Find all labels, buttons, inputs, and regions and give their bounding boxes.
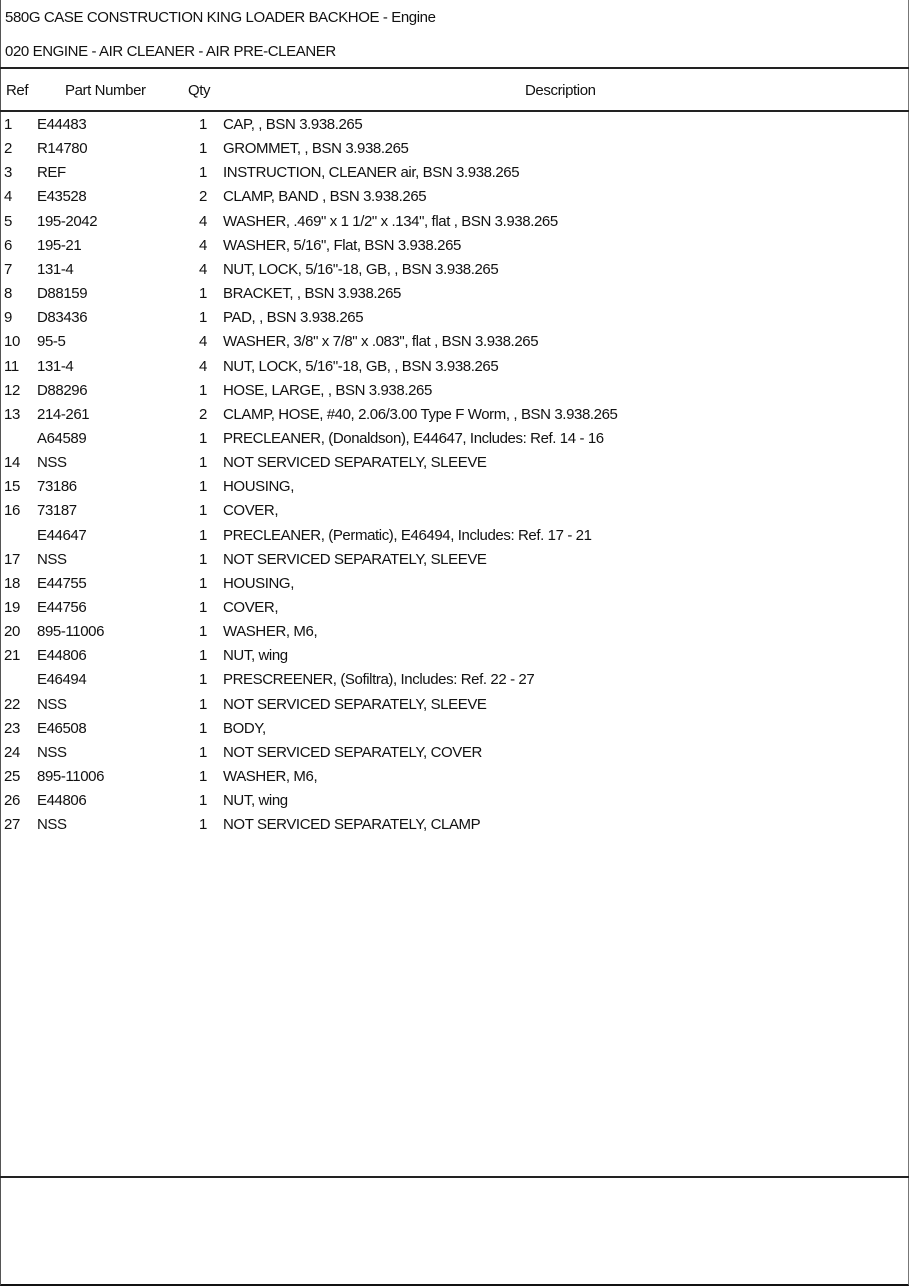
part-number-cell: 895-11006 (37, 623, 105, 641)
part-number-cell: 95-5 (37, 333, 66, 351)
table-row (0, 671, 909, 695)
qty-cell: 1 (199, 309, 207, 327)
table-row (0, 382, 909, 406)
table-row (0, 768, 909, 792)
qty-cell: 1 (199, 695, 207, 713)
description-cell: COVER, (223, 599, 279, 616)
part-number-cell: E46508 (37, 719, 87, 737)
table-row (0, 406, 909, 430)
description-cell: NOT SERVICED SEPARATELY, SLEEVE (223, 695, 487, 713)
qty-cell: 1 (199, 454, 207, 472)
qty-cell: 1 (199, 502, 207, 520)
description-cell: CAP, , BSN 3.938.265 (223, 116, 363, 133)
description-cell: WASHER, .469" x 1 1/2" x .134", flat , BSN 3.938.265 (223, 212, 558, 230)
ref-cell: 23 (4, 719, 20, 737)
ref-cell: 8 (4, 285, 12, 303)
qty-cell: 2 (199, 188, 207, 206)
ref-cell: 10 (4, 333, 20, 351)
table-row (0, 744, 909, 768)
qty-cell: 1 (199, 743, 207, 761)
part-number-cell: E43528 (37, 188, 87, 206)
table-row (0, 478, 909, 502)
ref-cell: 11 (4, 357, 19, 375)
qty-cell: 1 (199, 164, 207, 182)
part-number-cell: D83436 (37, 309, 88, 327)
ref-cell: 1 (4, 116, 12, 133)
qty-cell: 1 (199, 550, 207, 568)
ref-cell: 9 (4, 309, 12, 327)
qty-cell: 4 (199, 212, 207, 230)
table-row (0, 213, 909, 237)
part-number-cell: R14780 (37, 140, 88, 158)
description-cell: NOT SERVICED SEPARATELY, SLEEVE (223, 454, 487, 472)
table-row (0, 309, 909, 333)
ref-cell: 7 (4, 260, 12, 278)
qty-cell: 1 (199, 719, 207, 737)
table-row (0, 333, 909, 357)
ref-cell: 17 (4, 550, 20, 568)
table-row (0, 237, 909, 261)
column-header-description: Description (525, 82, 596, 99)
qty-cell: 1 (199, 140, 207, 158)
table-row (0, 502, 909, 526)
part-number-cell: D88296 (37, 381, 88, 399)
divider-header (0, 110, 909, 112)
description-cell: WASHER, M6, (223, 768, 318, 786)
qty-cell: 1 (199, 647, 207, 665)
table-row (0, 358, 909, 382)
ref-cell: 19 (4, 599, 20, 616)
column-header-ref: Ref (6, 82, 29, 99)
part-number-cell: 195-21 (37, 236, 82, 254)
description-cell: NOT SERVICED SEPARATELY, CLAMP (223, 816, 481, 834)
part-number-cell: NSS (37, 695, 67, 713)
description-cell: CLAMP, HOSE, #40, 2.06/3.00 Type F Worm, , BSN 3.938.265 (223, 405, 618, 423)
table-row (0, 720, 909, 744)
description-cell: NUT, wing (223, 647, 288, 665)
description-cell: NUT, LOCK, 5/16"-18, GB, , BSN 3.938.265 (223, 357, 499, 375)
qty-cell: 4 (199, 357, 207, 375)
ref-cell: 4 (4, 188, 12, 206)
ref-cell: 3 (4, 164, 12, 182)
table-row (0, 454, 909, 478)
table-row (0, 647, 909, 671)
part-number-cell: NSS (37, 454, 67, 472)
qty-cell: 1 (199, 768, 207, 786)
part-number-cell: E44647 (37, 526, 87, 544)
table-row (0, 164, 909, 188)
table-row (0, 140, 909, 164)
ref-cell: 24 (4, 743, 20, 761)
description-cell: INSTRUCTION, CLEANER air, BSN 3.938.265 (223, 164, 520, 182)
description-cell: NOT SERVICED SEPARATELY, SLEEVE (223, 550, 487, 568)
description-cell: BODY, (223, 719, 266, 737)
table-row (0, 285, 909, 309)
description-cell: HOSE, LARGE, , BSN 3.938.265 (223, 381, 432, 399)
part-number-cell: E44483 (37, 116, 87, 133)
part-number-cell: 73187 (37, 502, 77, 520)
description-cell: WASHER, 3/8" x 7/8" x .083", flat , BSN 3.938.265 (223, 333, 539, 351)
table-row (0, 696, 909, 720)
part-number-cell: 73186 (37, 478, 77, 496)
ref-cell: 22 (4, 695, 20, 713)
ref-cell: 12 (4, 381, 20, 399)
qty-cell: 1 (199, 116, 207, 133)
qty-cell: 2 (199, 405, 207, 423)
part-number-cell: NSS (37, 743, 67, 761)
table-row (0, 623, 909, 647)
ref-cell: 25 (4, 768, 20, 786)
divider-top (0, 67, 909, 69)
ref-cell: 27 (4, 816, 20, 834)
description-cell: WASHER, 5/16", Flat, BSN 3.938.265 (223, 236, 461, 254)
table-row (0, 599, 909, 623)
description-cell: PRECLEANER, (Donaldson), E44647, Includes: Ref. 14 - 16 (223, 429, 604, 447)
part-number-cell: 131-4 (37, 260, 74, 278)
qty-cell: 1 (199, 623, 207, 641)
description-cell: HOUSING, (223, 574, 294, 592)
qty-cell: 1 (199, 816, 207, 834)
part-number-cell: REF (37, 164, 66, 182)
qty-cell: 4 (199, 236, 207, 254)
description-cell: BRACKET, , BSN 3.938.265 (223, 285, 401, 303)
qty-cell: 1 (199, 574, 207, 592)
column-header-part-number: Part Number (65, 82, 146, 99)
document-title: 580G CASE CONSTRUCTION KING LOADER BACKHOE - Engine (5, 9, 436, 26)
description-cell: HOUSING, (223, 478, 294, 496)
table-row (0, 816, 909, 840)
part-number-cell: D88159 (37, 285, 88, 303)
ref-cell: 14 (4, 454, 20, 472)
table-row (0, 430, 909, 454)
description-cell: NUT, wing (223, 792, 288, 810)
ref-cell: 26 (4, 792, 20, 810)
description-cell: NOT SERVICED SEPARATELY, COVER (223, 743, 482, 761)
qty-cell: 1 (199, 599, 207, 616)
part-number-cell: E44806 (37, 647, 87, 665)
footer-area (0, 1178, 909, 1284)
ref-cell: 2 (4, 140, 12, 158)
description-cell: WASHER, M6, (223, 623, 318, 641)
description-cell: NUT, LOCK, 5/16"-18, GB, , BSN 3.938.265 (223, 260, 499, 278)
ref-cell: 21 (4, 647, 20, 665)
ref-cell: 6 (4, 236, 12, 254)
table-row (0, 188, 909, 212)
qty-cell: 4 (199, 260, 207, 278)
part-number-cell: 131-4 (37, 357, 74, 375)
ref-cell: 13 (4, 405, 20, 423)
part-number-cell: E44806 (37, 792, 87, 810)
qty-cell: 1 (199, 429, 207, 447)
description-cell: COVER, (223, 502, 279, 520)
part-number-cell: E46494 (37, 671, 87, 689)
description-cell: PRESCREENER, (Sofiltra), Includes: Ref. 22 - 27 (223, 671, 535, 689)
description-cell: PAD, , BSN 3.938.265 (223, 309, 364, 327)
part-number-cell: E44755 (37, 574, 87, 592)
ref-cell: 20 (4, 623, 20, 641)
table-row (0, 116, 909, 140)
part-number-cell: NSS (37, 550, 67, 568)
qty-cell: 1 (199, 671, 207, 689)
qty-cell: 1 (199, 792, 207, 810)
qty-cell: 1 (199, 478, 207, 496)
part-number-cell: 195-2042 (37, 212, 98, 230)
table-row (0, 261, 909, 285)
table-row (0, 527, 909, 551)
part-number-cell: A64589 (37, 429, 87, 447)
ref-cell: 5 (4, 212, 12, 230)
section-title: 020 ENGINE - AIR CLEANER - AIR PRE-CLEANER (5, 43, 336, 60)
ref-cell: 18 (4, 574, 20, 592)
part-number-cell: 895-11006 (37, 768, 105, 786)
table-row (0, 792, 909, 816)
description-cell: CLAMP, BAND , BSN 3.938.265 (223, 188, 427, 206)
ref-cell: 15 (4, 478, 20, 496)
description-cell: GROMMET, , BSN 3.938.265 (223, 140, 409, 158)
qty-cell: 1 (199, 285, 207, 303)
qty-cell: 1 (199, 381, 207, 399)
table-row (0, 551, 909, 575)
qty-cell: 1 (199, 526, 207, 544)
qty-cell: 4 (199, 333, 207, 351)
description-cell: PRECLEANER, (Permatic), E46494, Includes: Ref. 17 - 21 (223, 526, 592, 544)
column-header-qty: Qty (188, 82, 211, 99)
ref-cell: 16 (4, 502, 20, 520)
part-number-cell: E44756 (37, 599, 87, 616)
table-row (0, 575, 909, 599)
part-number-cell: 214-261 (37, 405, 90, 423)
part-number-cell: NSS (37, 816, 67, 834)
